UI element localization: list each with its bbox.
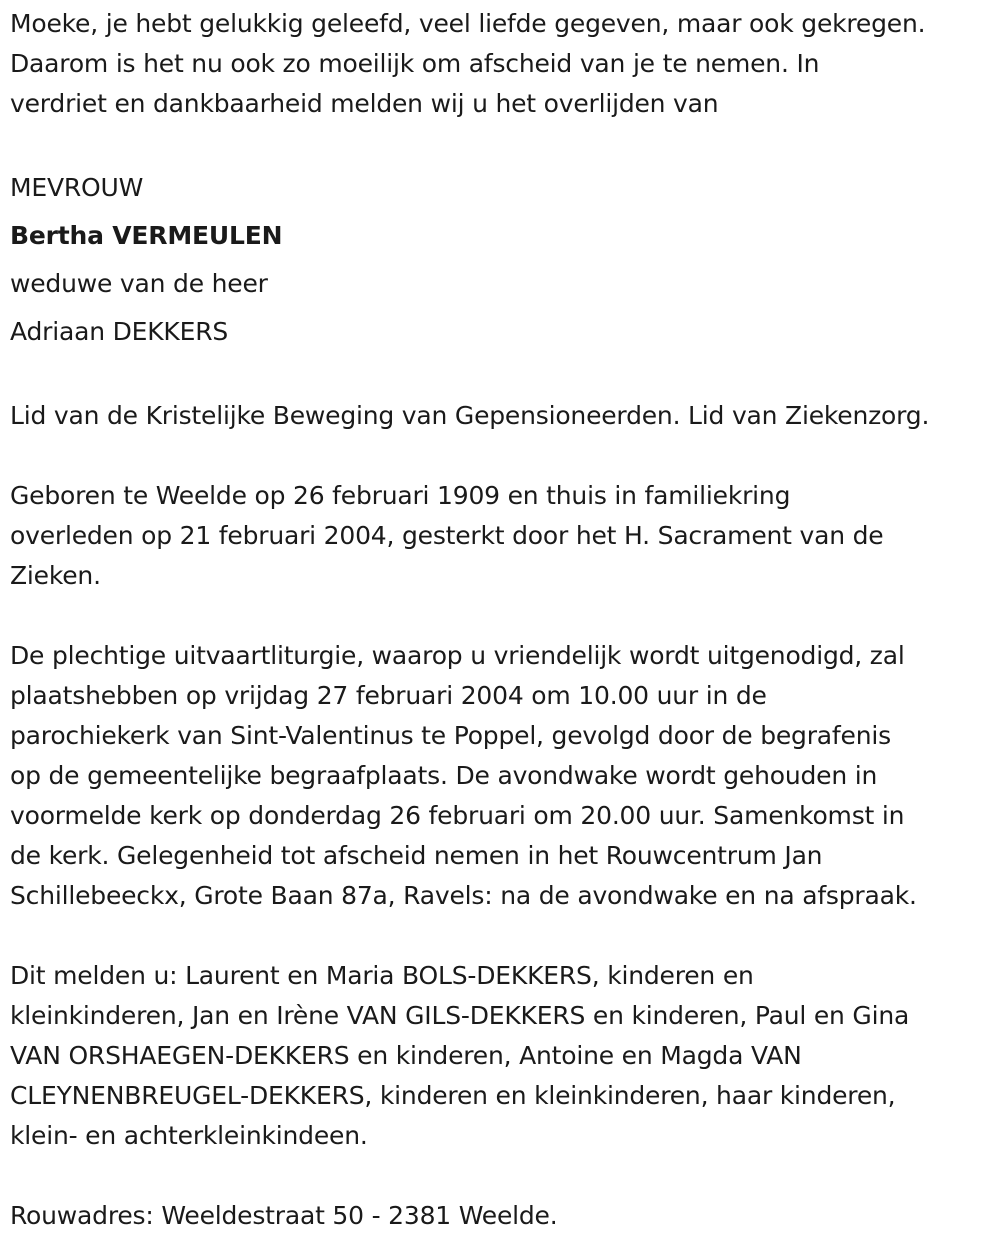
intro-line: Moeke, je hebt gelukkig geleefd, veel liefde gegeven, maar ook gekregen.	[10, 9, 926, 38]
membership-paragraph	[10, 396, 995, 436]
spacer	[10, 436, 995, 476]
birth-death-line: Geboren te Weelde op 26 februari 1909 en thuis in familiekring	[10, 481, 791, 510]
birth-death-line: overleden op 21 februari 2004, gesterkt door het H. Sacrament van de	[10, 521, 884, 550]
announcers-line: kleinkinderen, Jan en Irène VAN GILS-DEKKERS en kinderen, Paul en Gina	[10, 1001, 910, 1030]
deceased-block	[10, 164, 995, 356]
deceased-title: MEVROUW	[10, 173, 144, 202]
birth-death-line: Zieken.	[10, 561, 101, 590]
spacer	[10, 1156, 995, 1196]
mourning-address: Rouwadres: Weeldestraat 50 - 2381 Weelde.	[10, 1201, 558, 1230]
funeral-line: Schillebeeckx, Grote Baan 87a, Ravels: na de avondwake en na afspraak.	[10, 881, 917, 910]
announcers-line: Dit melden u: Laurent en Maria BOLS-DEKKERS, kinderen en	[10, 961, 754, 990]
funeral-line: op de gemeentelijke begraafplaats. De avondwake wordt gehouden in	[10, 761, 878, 790]
announcers-line: CLEYNENBREUGEL-DEKKERS, kinderen en kleinkinderen, haar kinderen,	[10, 1081, 896, 1110]
funeral-line: De plechtige uitvaartliturgie, waarop u vriendelijk wordt uitgenodigd, zal	[10, 641, 905, 670]
membership-line: Lid van de Kristelijke Beweging van Gepensioneerden. Lid van Ziekenzorg.	[10, 401, 930, 430]
funeral-line: voormelde kerk op donderdag 26 februari om 20.00 uur. Samenkomst in	[10, 801, 905, 830]
spacer	[10, 124, 995, 164]
obituary-document	[10, 4, 995, 1236]
birth-death-paragraph	[10, 476, 995, 596]
spacer	[10, 596, 995, 636]
announcers-line: klein- en achterkleinkindeen.	[10, 1121, 368, 1150]
spacer	[10, 916, 995, 956]
announcers-line: VAN ORSHAEGEN-DEKKERS en kinderen, Antoine en Magda VAN	[10, 1041, 802, 1070]
funeral-paragraph	[10, 636, 995, 916]
spacer	[10, 356, 995, 396]
funeral-line: plaatshebben op vrijdag 27 februari 2004 om 10.00 uur in de	[10, 681, 767, 710]
deceased-name: Bertha VERMEULEN	[10, 221, 283, 250]
deceased-spouse: Adriaan DEKKERS	[10, 317, 229, 346]
address-paragraph	[10, 1196, 995, 1236]
funeral-line: de kerk. Gelegenheid tot afscheid nemen in het Rouwcentrum Jan	[10, 841, 823, 870]
intro-line: verdriet en dankbaarheid melden wij u het overlijden van	[10, 89, 719, 118]
intro-line: Daarom is het nu ook zo moeilijk om afscheid van je te nemen. In	[10, 49, 820, 78]
funeral-line: parochiekerk van Sint-Valentinus te Poppel, gevolgd door de begrafenis	[10, 721, 891, 750]
deceased-relation: weduwe van de heer	[10, 269, 268, 298]
announcers-paragraph	[10, 956, 995, 1156]
intro-paragraph	[10, 4, 995, 124]
